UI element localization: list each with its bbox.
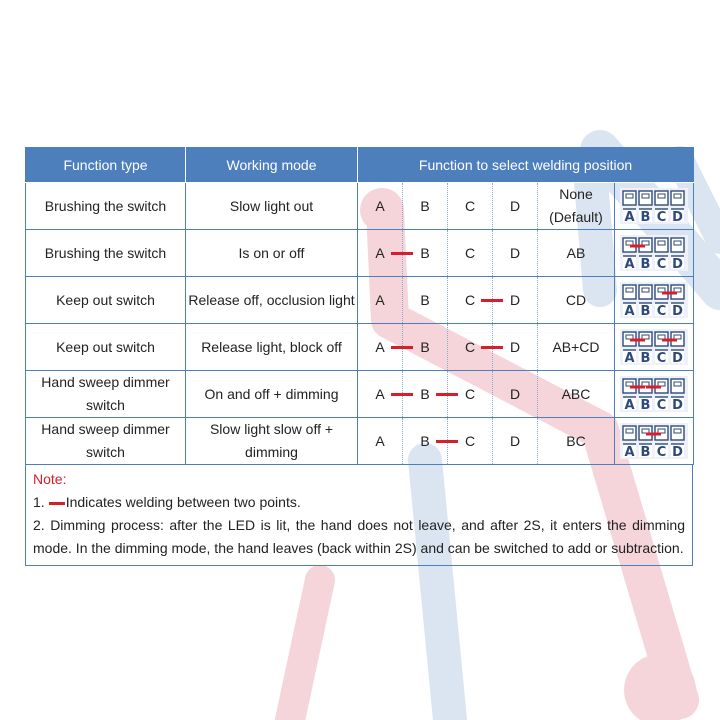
cell-weld-result: AB (538, 230, 615, 277)
cell-working-mode: Release off, occlusion light (186, 277, 358, 324)
icon-letter: B (640, 257, 651, 271)
weld-line-ab (391, 252, 413, 255)
point-d (493, 418, 538, 465)
point-c (448, 230, 493, 277)
solder-pad-diagram-icon (620, 188, 688, 224)
note-title: Note: (33, 471, 67, 487)
point-b (403, 418, 448, 465)
point-label: D (509, 244, 521, 261)
icon-letter: D (672, 257, 683, 271)
table-row (26, 418, 694, 465)
point-label: A (375, 197, 385, 214)
icon-letter: C (656, 257, 667, 271)
point-label: A (375, 291, 385, 308)
icon-letter: D (672, 304, 683, 318)
cell-working-mode: Slow light out (186, 183, 358, 230)
cell-function-type: Brushing the switch (26, 230, 186, 277)
point-label: B (420, 197, 430, 214)
weld-pad-icon (615, 371, 694, 418)
point-label: D (509, 338, 521, 355)
table-header-row (26, 148, 694, 183)
point-label: B (420, 338, 430, 355)
weld-pad-icon (615, 324, 694, 371)
header-working-mode: Working mode (186, 148, 358, 183)
note-item-2: 2. Dimming process: after the LED is lit, the hand does not leave, and after 2S, it enters the dimming mode. In the dimming mode, the hand leaves (back within 2S) and can be switched to add or subtraction. (33, 517, 685, 556)
weld-line-cd (481, 346, 503, 349)
table-body (26, 183, 694, 465)
icon-letter: C (656, 210, 667, 224)
point-d (493, 230, 538, 277)
icon-letter: D (672, 445, 683, 459)
point-label: A (375, 385, 385, 402)
point-label: D (509, 432, 521, 449)
cell-weld-result: None (Default) (538, 183, 615, 230)
icon-letter: B (640, 304, 651, 318)
cell-function-type: Keep out switch (26, 277, 186, 324)
point-c (448, 277, 493, 324)
point-label: A (375, 432, 385, 449)
point-a (358, 324, 403, 371)
welding-position-document (25, 147, 693, 566)
icon-letter: A (624, 351, 635, 365)
cell-weld-result: ABC (538, 371, 615, 418)
weld-line-bc (436, 440, 458, 443)
cell-weld-result: BC (538, 418, 615, 465)
icon-letter: D (672, 398, 683, 412)
point-label: C (464, 291, 476, 308)
cell-working-mode: Release light, block off (186, 324, 358, 371)
point-label: C (464, 385, 476, 402)
solder-pad-diagram-icon (620, 235, 688, 271)
weld-line-bc (436, 393, 458, 396)
point-a (358, 183, 403, 230)
weld-line-legend-icon (49, 502, 65, 505)
point-a (358, 277, 403, 324)
point-label: D (509, 197, 521, 214)
point-label: B (420, 385, 430, 402)
icon-letter: C (656, 398, 667, 412)
point-c (448, 183, 493, 230)
cell-function-type: Hand sweep dimmer switch (26, 418, 186, 465)
function-table (25, 147, 694, 465)
point-label: B (420, 244, 430, 261)
header-welding-position: Function to select welding position (358, 148, 694, 183)
solder-pad-diagram-icon (620, 423, 688, 459)
icon-letter: B (640, 398, 651, 412)
point-a (358, 230, 403, 277)
note-item-1 (33, 491, 685, 514)
header-function-type: Function type (26, 148, 186, 183)
icon-letter: A (624, 257, 635, 271)
table-row (26, 324, 694, 371)
icon-letter: B (640, 210, 651, 224)
point-b (403, 183, 448, 230)
point-d (493, 371, 538, 418)
icon-letter: D (672, 210, 683, 224)
cell-function-type: Hand sweep dimmer switch (26, 371, 186, 418)
cell-function-type: Brushing the switch (26, 183, 186, 230)
icon-letter: A (624, 304, 635, 318)
point-a (358, 371, 403, 418)
point-c (448, 324, 493, 371)
point-d (493, 183, 538, 230)
point-label: C (464, 197, 476, 214)
cell-working-mode: On and off + dimming (186, 371, 358, 418)
weld-line-cd (481, 299, 503, 302)
icon-letter: C (656, 445, 667, 459)
point-a (358, 418, 403, 465)
table-row (26, 277, 694, 324)
table-row (26, 183, 694, 230)
note-section (25, 465, 693, 566)
cell-weld-result: AB+CD (538, 324, 615, 371)
point-label: A (375, 244, 385, 261)
icon-letter: A (624, 398, 635, 412)
weld-pad-icon (615, 183, 694, 230)
cell-working-mode: Slow light slow off + dimming (186, 418, 358, 465)
solder-pad-diagram-icon (620, 282, 688, 318)
point-label: C (464, 338, 476, 355)
weld-pad-icon (615, 277, 694, 324)
solder-pad-diagram-icon (620, 376, 688, 412)
cell-function-type: Keep out switch (26, 324, 186, 371)
cell-weld-result: CD (538, 277, 615, 324)
note-item-1-number: 1. (33, 494, 45, 510)
point-b (403, 277, 448, 324)
icon-letter: C (656, 304, 667, 318)
cell-working-mode: Is on or off (186, 230, 358, 277)
icon-letter: B (640, 351, 651, 365)
point-label: C (464, 432, 476, 449)
point-label: B (420, 291, 430, 308)
weld-line-ab (391, 346, 413, 349)
icon-letter: C (656, 351, 667, 365)
weld-pad-icon (615, 230, 694, 277)
point-label: B (420, 432, 430, 449)
point-label: A (375, 338, 385, 355)
table-row (26, 230, 694, 277)
icon-letter: A (624, 210, 635, 224)
icon-letter: B (640, 445, 651, 459)
table-row (26, 371, 694, 418)
icon-letter: A (624, 445, 635, 459)
solder-pad-diagram-icon (620, 329, 688, 365)
note-item-1-text: Indicates welding between two points. (65, 494, 301, 510)
weld-line-ab (391, 393, 413, 396)
point-label: D (509, 291, 521, 308)
weld-pad-icon (615, 418, 694, 465)
icon-letter: D (672, 351, 683, 365)
point-label: C (464, 244, 476, 261)
point-label: D (509, 385, 521, 402)
